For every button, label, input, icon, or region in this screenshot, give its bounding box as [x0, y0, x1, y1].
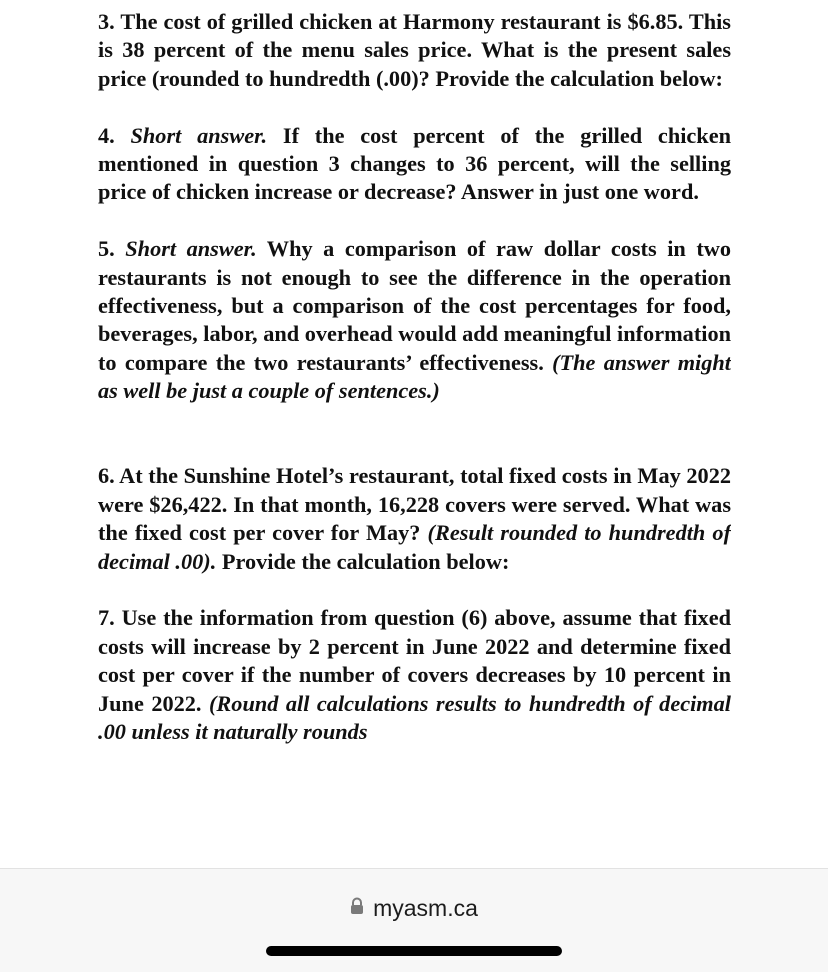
question-6-note: (Result rounded to hundredth of decimal .00). [98, 520, 731, 574]
question-4-number: 4. [98, 122, 131, 148]
question-5-label: Short answer. [125, 236, 257, 262]
question-5-text: Why a comparison of raw dollar costs in two restaurants is not enough to see the difference in the operation effectiveness, but a comparison of the cost percentages for food, beverages, labor, and overhead would add meaningful information to compare the two restaurants’ effectiveness. [98, 236, 731, 375]
question-7-text: 7. Use the information from question (6) above, assume that fixed costs will increase by 2 percent in June 2022 and determine fixed cost per cover if the number of covers decreases by 10 percent in June 2022. [98, 605, 731, 716]
url-text: myasm.ca [373, 895, 478, 921]
question-7 [98, 604, 731, 746]
question-3-text: 3. The cost of grilled chicken at Harmony restaurant is $6.85. This is 38 percent of the menu sales price. What is the present sales price (rounded to hundredth (.00)? Provide the calculation below: [98, 9, 731, 91]
question-6-text: 6. At the Sunshine Hotel’s restaurant, total fixed costs in May 2022 were $26,422. In that month, 16,228 covers were served. What was the fixed cost per cover for May? [98, 463, 731, 546]
lock-icon [350, 894, 364, 921]
question-4-text: If the cost percent of the grilled chicken mentioned in question 3 changes to 36 percent, will the selling price of chicken increase or decrease? Answer in just one word. [98, 122, 731, 205]
document-content [98, 8, 731, 868]
spacer [98, 93, 731, 121]
question-6-text-after: Provide the calculation below: [216, 548, 510, 574]
question-4-label: Short answer. [130, 122, 268, 148]
spacer [98, 576, 731, 604]
question-3 [98, 8, 731, 93]
spacer [98, 406, 731, 463]
browser-bottom-bar [0, 868, 828, 972]
home-indicator[interactable] [266, 946, 562, 956]
question-4 [98, 122, 731, 207]
question-6 [98, 462, 731, 576]
question-5-number: 5. [98, 236, 126, 262]
question-7-note: (Round all calculations results to hundredth of decimal .00 unless it naturally rounds [98, 690, 731, 745]
address-bar[interactable] [0, 895, 828, 922]
spacer [98, 207, 731, 235]
question-5 [98, 235, 731, 405]
question-5-note: (The answer might as well be just a couple of sentences.) [98, 349, 731, 404]
